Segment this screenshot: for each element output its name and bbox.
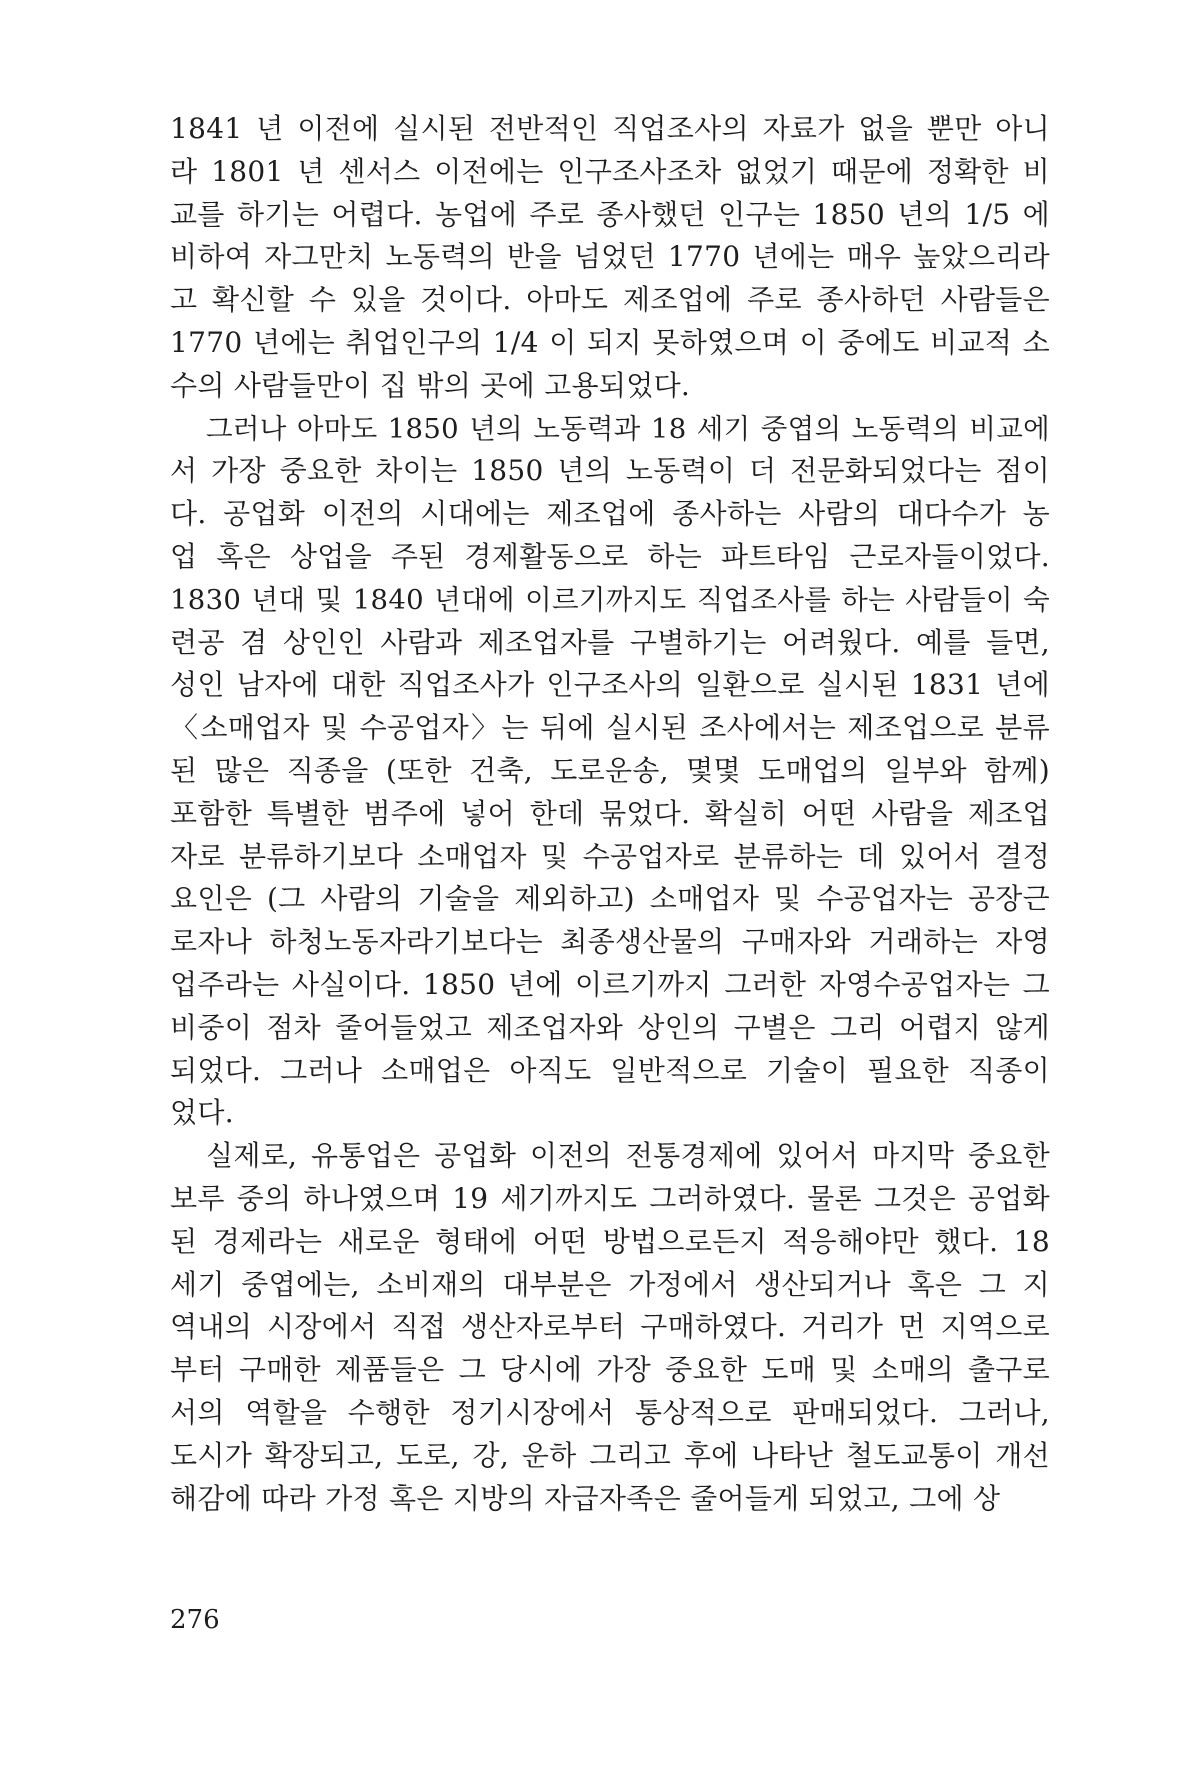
text-line: 도시가 확장되고, 도로, 강, 운하 그리고 후에 나타난 철도교통이 개선 [170,1438,1050,1472]
text-line: 보루 중의 하나였으며 19 세기까지도 그러하였다. 물론 그것은 공업화 [170,1181,1050,1215]
text-line: 서 가장 중요한 차이는 1850 년의 노동력이 더 전문화되었다는 점이 [170,454,1050,488]
text-line: 었다. [170,1096,234,1130]
text-line: 되었다. 그러나 소매업은 아직도 일반적으로 기술이 필요한 직종이 [170,1053,1050,1087]
text-line: 수의 사람들만이 집 밖의 곳에 고용되었다. [170,368,691,402]
text-line: 비하여 자그만치 노동력의 반을 넘었던 1770 년에는 매우 높았으리라 [170,240,1050,274]
text-line: 포함한 특별한 범주에 넣어 한데 묶었다. 확실히 어떤 사람을 제조업 [170,796,1050,830]
text-line: 업 혹은 상업을 주된 경제활동으로 하는 파트타임 근로자들이었다. [170,539,1050,573]
text-line: 그러나 아마도 1850 년의 노동력과 18 세기 중엽의 노동력의 비교에 [206,412,1050,445]
text-line: 업주라는 사실이다. 1850 년에 이르기까지 그러한 자영수공업자는 그 [170,967,1050,1001]
text-line: 된 많은 직종을 (또한 건축, 도로운송, 몇몇 도매업의 일부와 함께) [170,753,1050,787]
text-line: 서의 역할을 수행한 정기시장에서 통상적으로 판매되었다. 그러나, [170,1395,1050,1429]
text-line: 된 경제라는 새로운 형태에 어떤 방법으로든지 적응해야만 했다. 18 [170,1224,1050,1258]
text-line: 〈소매업자 및 수공업자〉는 뒤에 실시된 조사에서는 제조업으로 분류 [170,711,1050,745]
text-line: 다. 공업화 이전의 시대에는 제조업에 종사하는 사람의 대다수가 농 [170,497,1050,531]
text-line: 세기 중엽에는, 소비재의 대부분은 가정에서 생산되거나 혹은 그 지 [170,1267,1050,1301]
text-line: 련공 겸 상인인 사람과 제조업자를 구별하기는 어려웠다. 예를 들면, [170,625,1050,659]
body-text [170,108,1050,1520]
text-line: 고 확신할 수 있을 것이다. 아마도 제조업에 주로 종사하던 사람들은 [170,283,1050,317]
text-line: 자로 분류하기보다 소매업자 및 수공업자로 분류하는 데 있어서 결정 [170,839,1050,873]
text-line: 실제로, 유통업은 공업화 이전의 전통경제에 있어서 마지막 중요한 [206,1139,1050,1173]
text-line: 1841 년 이전에 실시된 전반적인 직업조사의 자료가 없을 뿐만 아니 [170,112,1050,145]
text-line: 1770 년에는 취업인구의 1/4 이 되지 못하였으며 이 중에도 비교적 소 [170,325,1050,359]
text-line: 교를 하기는 어렵다. 농업에 주로 종사했던 인구는 1850 년의 1/5 에 [170,197,1050,231]
text-line: 1830 년대 및 1840 년대에 이르기까지도 직업조사를 하는 사람들이 숙 [170,583,1050,616]
text-line: 부터 구매한 제품들은 그 당시에 가장 중요한 도매 및 소매의 출구로 [170,1353,1050,1387]
page-number: 276 [170,1605,220,1635]
text-line: 해감에 따라 가정 혹은 지방의 자급자족은 줄어들게 되었고, 그에 상 [170,1481,1001,1515]
text-line: 라 1801 년 센서스 이전에는 인구조사조차 없었기 때문에 정확한 비 [170,154,1050,188]
text-line: 요인은 (그 사람의 기술을 제외하고) 소매업자 및 수공업자는 공장근 [170,882,1050,916]
text-line: 로자나 하청노동자라기보다는 최종생산물의 구매자와 거래하는 자영 [170,925,1050,959]
text-line: 성인 남자에 대한 직업조사가 인구조사의 일환으로 실시된 1831 년에 [170,668,1050,702]
text-line: 역내의 시장에서 직접 생산자로부터 구매하였다. 거리가 먼 지역으로 [170,1310,1050,1344]
text-line: 비중이 점차 줄어들었고 제조업자와 상인의 구별은 그리 어렵지 않게 [170,1010,1050,1044]
